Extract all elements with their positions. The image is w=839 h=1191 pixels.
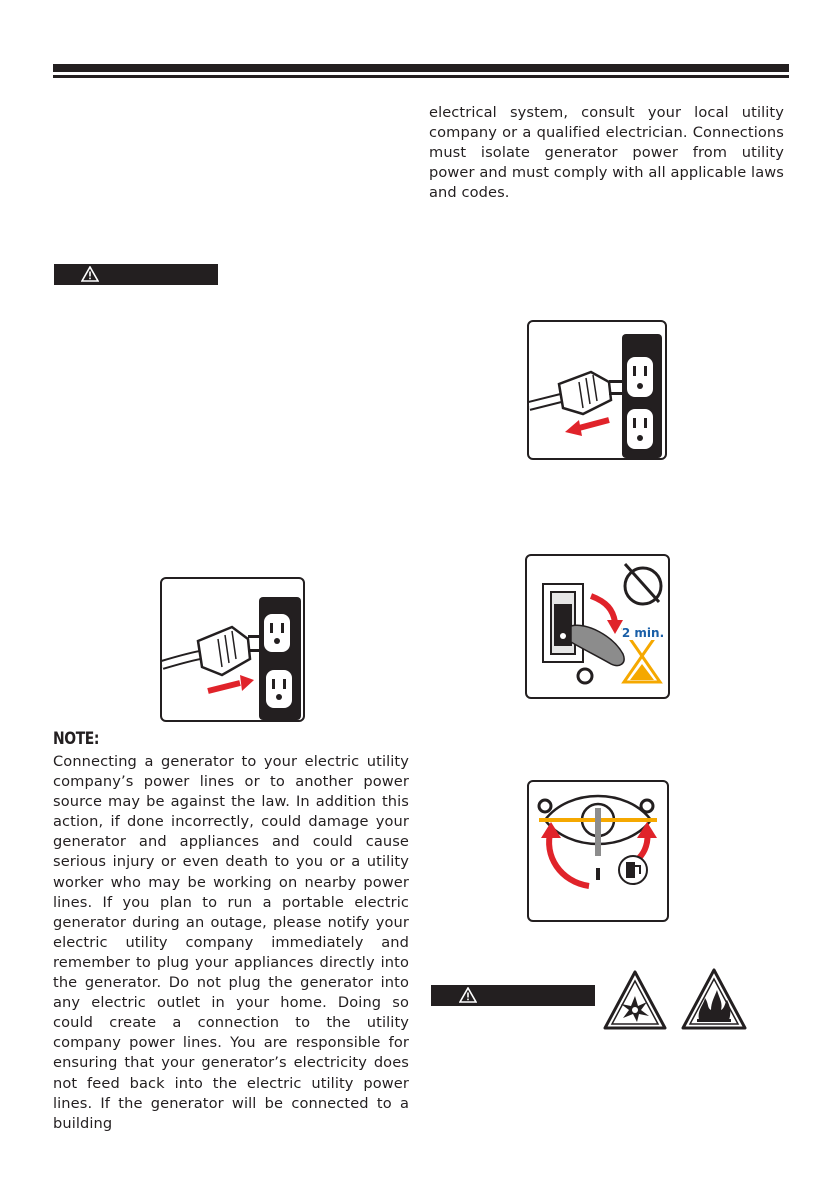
note-heading: NOTE:: [53, 729, 100, 749]
connection-instructions-paragraph: electrical system, consult your local utility company or a qualified electrician. Connections must isolate generator power from utility power and must comply with all applicable laws and codes.: [429, 104, 784, 202]
fuel-valve-figure: [527, 780, 669, 922]
switch-off-wait-figure: [525, 554, 670, 699]
unplug-from-outlet-figure: [527, 320, 667, 460]
warning-triangle-icon: [459, 987, 477, 1003]
plug-into-outlet-icon: [162, 579, 303, 720]
header-rule-thick: [53, 64, 789, 72]
timer-label: 2 min.: [621, 626, 665, 640]
header-rule-thin: [53, 75, 789, 78]
warning-triangle-icon: [81, 266, 99, 282]
switch-off-wait-icon: [527, 556, 668, 697]
explosion-hazard-icon: [603, 970, 667, 1032]
warning-banner-left: [54, 264, 218, 285]
plug-into-outlet-figure: [160, 577, 305, 722]
unplug-from-outlet-icon: [529, 322, 665, 458]
fuel-valve-icon: [529, 782, 667, 920]
note-paragraph: Connecting a generator to your electric utility company’s power lines or to another power source may be against the law. In addition this action, if done incorrectly, could damage your generator and appliances and could cause serious injury or even death to you or a utility worker who may be working on nearby power lines. If you plan to run a portable electric generator during an outage, please notify your electric utility company immediately and remember to plug your appliances directly into the generator. Do not plug the generator into any electric outlet in your home. Doing so could create a connection to the utility company power lines. You are responsible for ensuring that your generator’s electricity does not feed back into the electric utility power lines. If the generator will be connected to a building: [53, 753, 409, 1132]
warning-banner-right: [431, 985, 595, 1006]
fire-hazard-icon: [681, 968, 747, 1032]
